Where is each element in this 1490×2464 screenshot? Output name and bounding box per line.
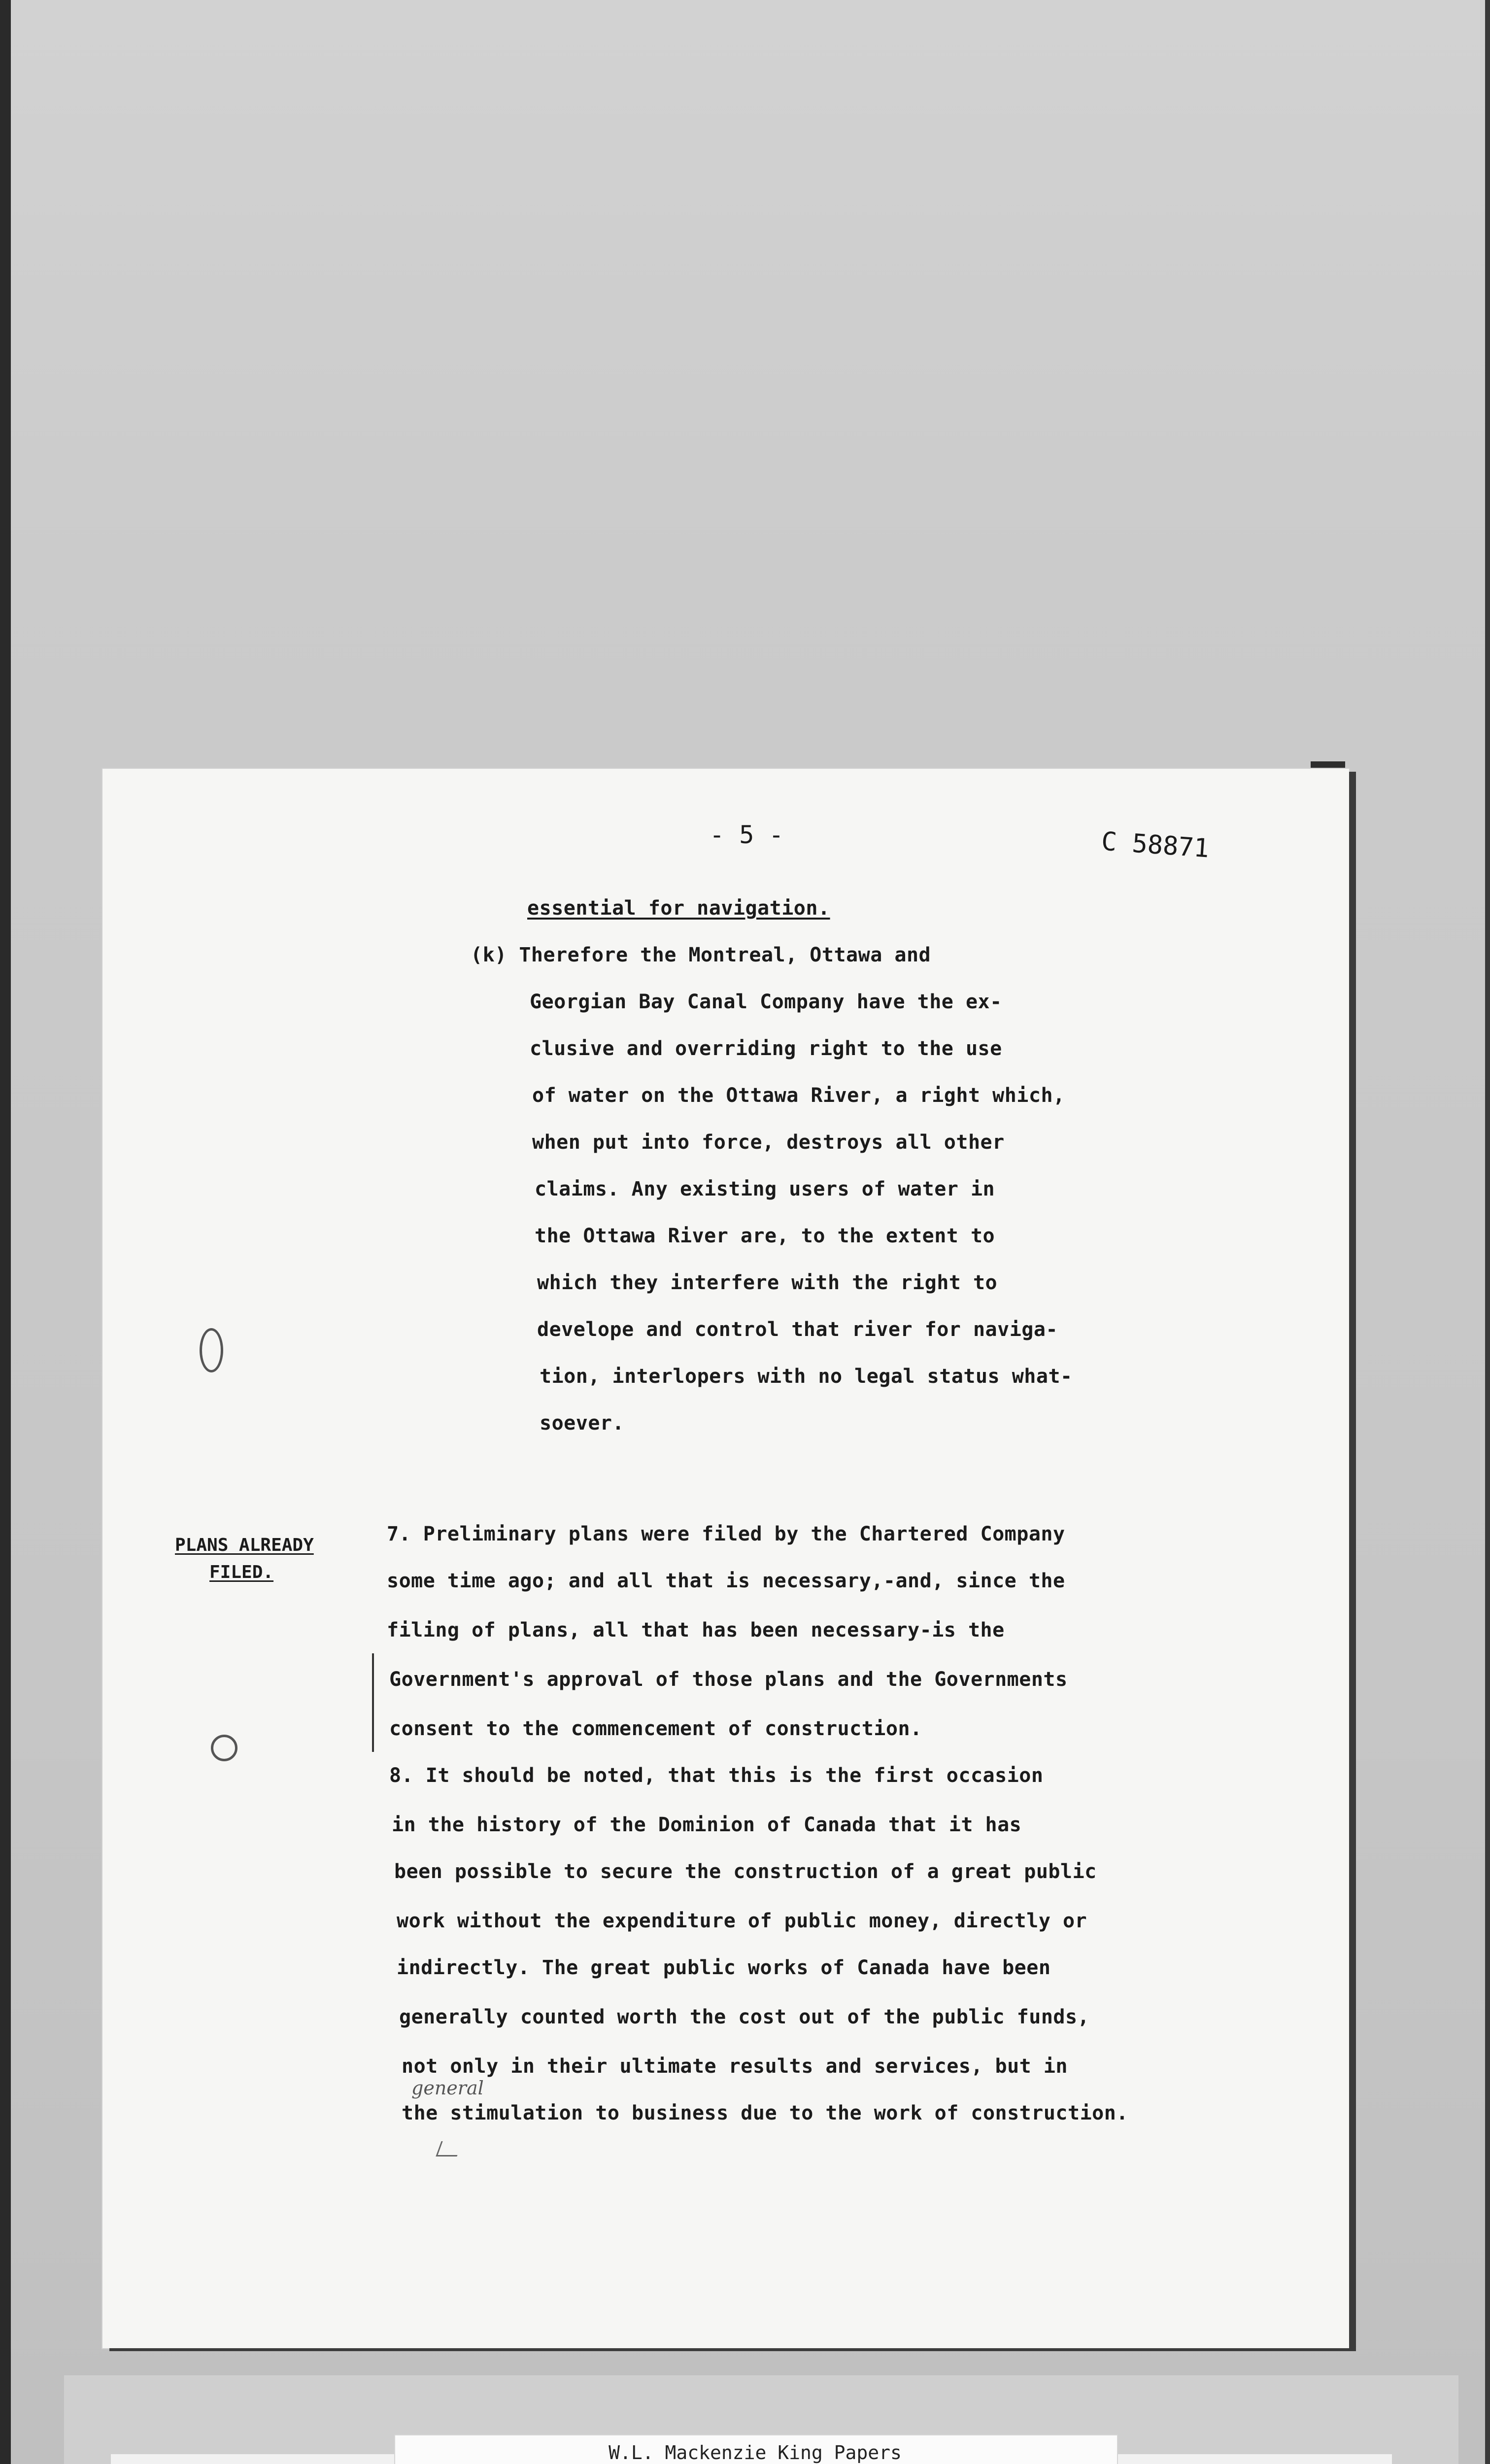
text-line: filing of plans, all that has been necessary-is the	[387, 1619, 1005, 1642]
text-line: work without the expenditure of public money, directly or	[397, 1910, 1087, 1932]
text-line: the Ottawa River are, to the extent to	[535, 1225, 995, 1247]
margin-heading: FILED.	[209, 1562, 274, 1582]
text-line: soever.	[540, 1412, 625, 1435]
film-edge-left	[0, 0, 11, 2464]
text-line: consent to the commencement of construction.	[389, 1717, 922, 1740]
text-line: of water on the Ottawa River, a right which,	[532, 1084, 1065, 1107]
punch-hole-mark	[211, 1735, 237, 1761]
text-line: develope and control that river for naviga-	[537, 1318, 1058, 1341]
text-line: the stimulation to business due to the work of construction.	[402, 2102, 1128, 2124]
margin-bracket-line	[372, 1653, 374, 1752]
collection-name: W.L. Mackenzie King Papers	[609, 2442, 902, 2464]
margin-heading: PLANS ALREADY	[175, 1535, 314, 1555]
text-line: (k) Therefore the Montreal, Ottawa and	[471, 944, 931, 966]
text-line: indirectly. The great public works of Canada have been	[397, 1956, 1051, 1979]
punch-hole-mark	[200, 1328, 223, 1372]
text-line: not only in their ultimate results and services, but in	[402, 2055, 1068, 2078]
film-edge-right	[1485, 0, 1490, 2464]
text-line: 8. It should be noted, that this is the first occasion	[389, 1764, 1044, 1787]
text-line: generally counted worth the cost out of the public funds,	[399, 2006, 1090, 2028]
page-number: - 5 -	[710, 821, 784, 849]
text-line: which they interfere with the right to	[537, 1271, 998, 1294]
control-number: C 58871	[1100, 826, 1210, 864]
text-line: in the history of the Dominion of Canada that it has	[392, 1814, 1022, 1836]
text-line: essential for navigation.	[527, 897, 830, 920]
text-line: some time ago; and all that is necessary,-and, since the	[387, 1570, 1065, 1592]
text-line: claims. Any existing users of water in	[535, 1178, 995, 1200]
text-line: tion, interlopers with no legal status what-	[540, 1365, 1073, 1388]
text-line: Government's approval of those plans and the Governments	[389, 1668, 1068, 1691]
text-line: clusive and overriding right to the use	[530, 1037, 1002, 1060]
handwritten-insertion: general	[411, 2077, 484, 2099]
text-line: 7. Preliminary plans were filed by the Chartered Company	[387, 1523, 1065, 1545]
text-line: Georgian Bay Canal Company have the ex-	[530, 991, 1002, 1013]
text-line: been possible to secure the construction of a great public	[394, 1860, 1097, 1883]
text-line: when put into force, destroys all other	[532, 1131, 1005, 1154]
